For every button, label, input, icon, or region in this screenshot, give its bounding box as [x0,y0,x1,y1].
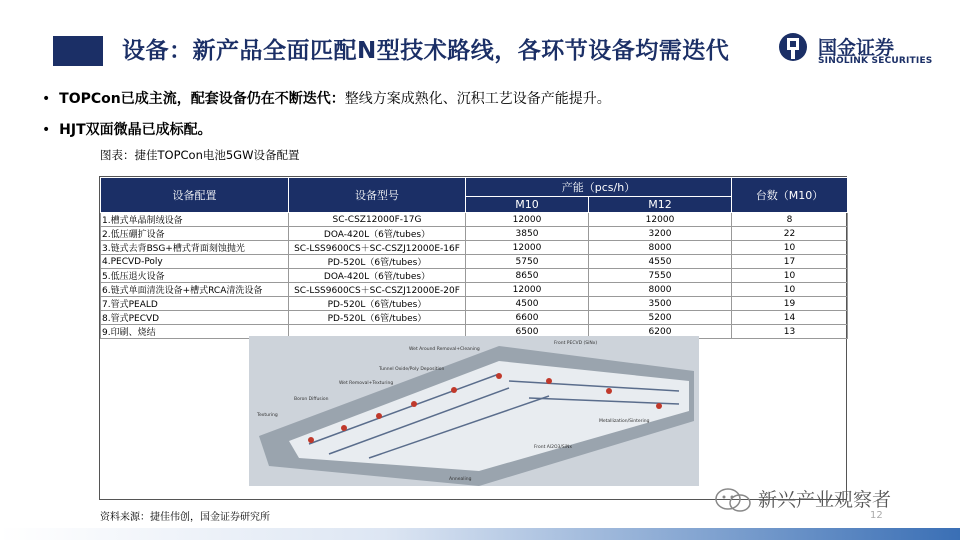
table-row [101,213,848,227]
sinolink-logo-icon [778,32,808,62]
cell-model: DOA-420L（6管/tubes） [289,269,466,283]
cell-model: PD-520L（6管/tubes） [289,297,466,311]
cell-m12: 12000 [589,213,732,227]
footer-band [0,528,960,540]
cell-config: 3.链式去背BSG+槽式背面刻蚀抛光 [101,241,289,255]
cell-m10: 12000 [466,213,589,227]
cell-count: 10 [732,241,848,255]
cell-config: 2.低压硼扩设备 [101,227,289,241]
cell-m12: 3500 [589,297,732,311]
cell-model: PD-520L（6管/tubes） [289,311,466,325]
bullet-text: 整线方案成熟化、沉积工艺设备产能提升。 [344,91,611,107]
cell-model: PD-520L（6管/tubes） [289,255,466,269]
cell-config: 5.低压退火设备 [101,269,289,283]
cell-count: 13 [732,325,848,339]
logo-text-cn: 国金证券 [818,37,895,59]
photo-label: Texturing [257,413,278,418]
table-row [101,241,848,255]
header-model: 设备型号 [289,178,466,213]
bullet-item: • TOPCon已成主流，配套设备仍在不断迭代：整线方案成熟化、沉积工艺设备产能提升。 [42,91,611,107]
cell-m12: 5200 [589,311,732,325]
photo-label: Tunnel Oxide/Poly Deposition [379,367,445,372]
page-number: 12 [870,510,883,521]
photo-label: Front Al2O3/SiNx [534,445,573,450]
cell-model: SC-LSS9600CS＋SC-CSZJ12000E-16F [289,241,466,255]
wechat-icon [713,486,753,514]
table-row [101,269,848,283]
photo-label: Wet Around Removal+Cleaning [409,347,480,352]
cell-count: 22 [732,227,848,241]
production-line-photo [249,336,699,486]
company-logo [778,32,943,72]
equipment-table [100,177,848,339]
table-row [101,297,848,311]
cell-model: SC-LSS9600CS＋SC-CSZJ12000E-20F [289,283,466,297]
title-accent-bar [53,36,103,66]
photo-label: Wet Removal+Texturing [339,381,394,386]
header-config: 设备配置 [101,178,289,213]
table-row [101,311,848,325]
photo-label: Annealing [449,477,472,482]
cell-m10: 12000 [466,241,589,255]
bullet-bold: HJT双面微晶已成标配。 [59,122,212,138]
photo-label: Metallization/Sintering [599,419,650,424]
bullet-item: • HJT双面微晶已成标配。 [42,122,212,138]
logo-text-en: SINOLINK SECURITIES [818,56,933,66]
cell-m12: 8000 [589,283,732,297]
cell-m12: 6200 [589,325,732,339]
source-note: 资料来源：捷佳伟创，国金证券研究所 [100,512,270,523]
cell-config: 4.PECVD-Poly [101,255,289,269]
header-count: 台数（M10） [732,178,848,213]
cell-m10: 3850 [466,227,589,241]
table-row [101,227,848,241]
cell-model: DOA-420L（6管/tubes） [289,227,466,241]
bullet-bold: TOPCon已成主流，配套设备仍在不断迭代： [59,91,345,107]
cell-config: 8.管式PECVD [101,311,289,325]
header-m10: M10 [466,197,589,213]
table-row [101,255,848,269]
cell-count: 10 [732,283,848,297]
cell-m10: 6500 [466,325,589,339]
cell-m12: 8000 [589,241,732,255]
cell-m10: 8650 [466,269,589,283]
cell-m10: 4500 [466,297,589,311]
header-m12: M12 [589,197,732,213]
cell-count: 14 [732,311,848,325]
cell-m10: 12000 [466,283,589,297]
photo-label: Boron Diffusion [294,397,329,402]
cell-config: 1.槽式单晶制绒设备 [101,213,289,227]
photo-label: Front PECVD (SiNx) [554,341,598,346]
cell-count: 17 [732,255,848,269]
cell-config: 6.链式单面清洗设备+槽式RCA清洗设备 [101,283,289,297]
cell-m12: 7550 [589,269,732,283]
header-capacity: 产能（pcs/h） [466,178,732,197]
cell-count: 10 [732,269,848,283]
cell-count: 8 [732,213,848,227]
cell-model: SC-CSZ12000F-17G [289,213,466,227]
cell-count: 19 [732,297,848,311]
cell-m12: 3200 [589,227,732,241]
table-row [101,283,848,297]
page-title: 设备：新产品全面匹配N型技术路线，各环节设备均需迭代 [122,38,730,64]
figure-caption: 图表：捷佳TOPCon电池5GW设备配置 [100,148,300,162]
cell-config: 7.管式PEALD [101,297,289,311]
cell-m10: 6600 [466,311,589,325]
cell-m10: 5750 [466,255,589,269]
cell-m12: 4550 [589,255,732,269]
cell-config: 9.印刷、烧结 [101,325,289,339]
watermark-text: 新兴产业观察者 [758,489,892,511]
